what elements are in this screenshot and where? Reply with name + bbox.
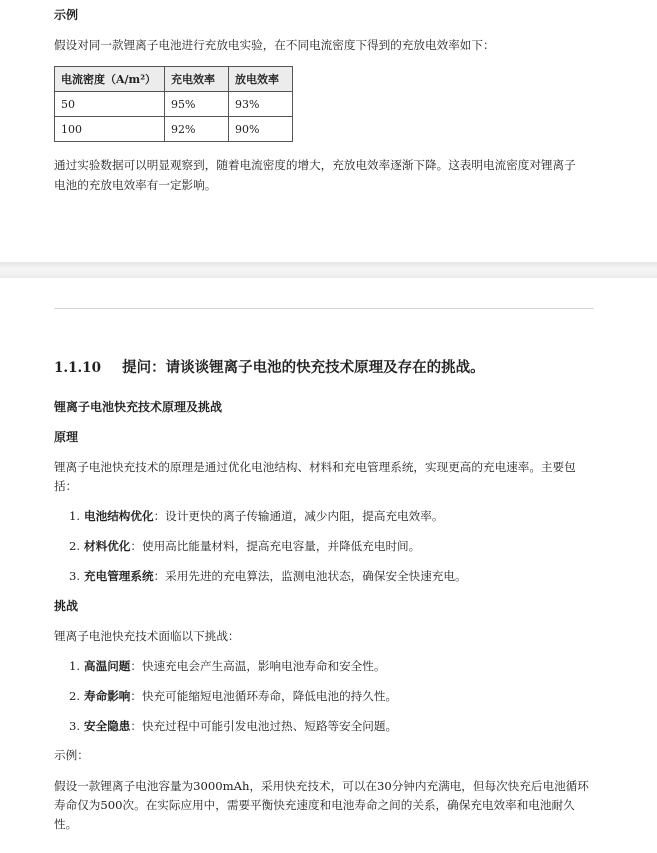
list-item-term: 材料优化 [84,539,131,553]
page-break [0,262,657,278]
list-item-text: ：快速充电会产生高温，影响电池寿命和安全性。 [130,659,386,673]
table-header-row [55,67,293,92]
list-item-term: 充电管理系统 [84,569,154,583]
section-title: 提问：请谈谈锂离子电池的快充技术原理及存在的挑战。 [122,359,485,376]
list-item: 1. 电池结构优化：设计更快的离子传输通道，减少内阻，提高充电效率。 [69,509,444,523]
intro-text: 假设对同一款锂离子电池进行充放电实验，在不同电流密度下得到的充放电效率如下： [54,38,495,52]
horizontal-rule [54,308,594,309]
list-item: 2. 寿命影响：快充可能缩短电池循环寿命，降低电池的持久性。 [69,689,398,703]
list-item: 2. 材料优化：使用高比能量材料，提高充电容量，并降低充电时间。 [69,539,421,553]
table-cell: 93% [229,92,293,117]
example-label: 示例： [54,748,89,762]
table-cell: 50 [55,92,165,117]
list-item-text: ：快充可能缩短电池循环寿命，降低电池的持久性。 [130,689,398,703]
challenge-intro: 锂离子电池快充技术面临以下挑战： [54,629,240,643]
efficiency-table [54,66,293,142]
principle-line-2: 括： [54,479,78,493]
list-item: 3. 安全隐患：快充过程中可能引发电池过热、短路等安全问题。 [69,719,398,733]
table-cell: 92% [165,117,229,142]
list-item-text: ：采用先进的充电算法，监测电池状态，确保安全快速充电。 [153,569,467,583]
conclusion-line-1: 通过实验数据可以明显观察到，随着电流密度的增大，充放电效率逐渐下降。这表明电流密度对锂离子 [54,158,576,172]
subheading: 锂离子电池快充技术原理及挑战 [54,400,223,414]
example-line-1: 假设一款锂离子电池容量为3000mAh，采用快充技术，可以在30分钟内充满电，但每次快充后电池循环 [54,779,589,793]
list-item: 1. 高温问题：快速充电会产生高温，影响电池寿命和安全性。 [69,659,386,673]
column-header: 充电效率 [165,67,229,92]
list-item: 3. 充电管理系统：采用先进的充电算法，监测电池状态，确保安全快速充电。 [69,569,467,583]
section-heading [54,356,485,377]
example-line-2: 寿命仅为500次。在实际应用中，需要平衡快充速度和电池寿命之间的关系，确保充电效率和电池耐久 [54,798,575,812]
list-item-text: ：使用高比能量材料，提高充电容量，并降低充电时间。 [130,539,421,553]
list-item-text: ：快充过程中可能引发电池过热、短路等安全问题。 [130,719,398,733]
section-number: 1.1.10 [54,360,101,376]
list-item-term: 安全隐患 [84,719,131,733]
table-row [55,92,293,117]
table-cell: 90% [229,117,293,142]
list-item-term: 电池结构优化 [84,509,154,523]
table-cell: 95% [165,92,229,117]
list-item-term: 高温问题 [84,659,131,673]
example-heading: 示例 [54,8,79,22]
column-header: 放电效率 [229,67,293,92]
list-item-term: 寿命影响 [84,689,131,703]
list-item-text: ：设计更快的离子传输通道，减少内阻，提高充电效率。 [153,509,444,523]
example-line-3: 性。 [54,817,78,831]
column-header: 电流密度（A/m²） [55,67,165,92]
conclusion-line-2: 电池的充放电效率有一定影响。 [54,178,217,192]
challenge-heading: 挑战 [54,599,79,613]
principle-heading: 原理 [54,430,79,444]
table-row [55,117,293,142]
table-cell: 100 [55,117,165,142]
principle-line-1: 锂离子电池快充技术的原理是通过优化电池结构、材料和充电管理系统，实现更高的充电速率。主要包 [54,460,576,474]
page-upper [0,0,657,262]
